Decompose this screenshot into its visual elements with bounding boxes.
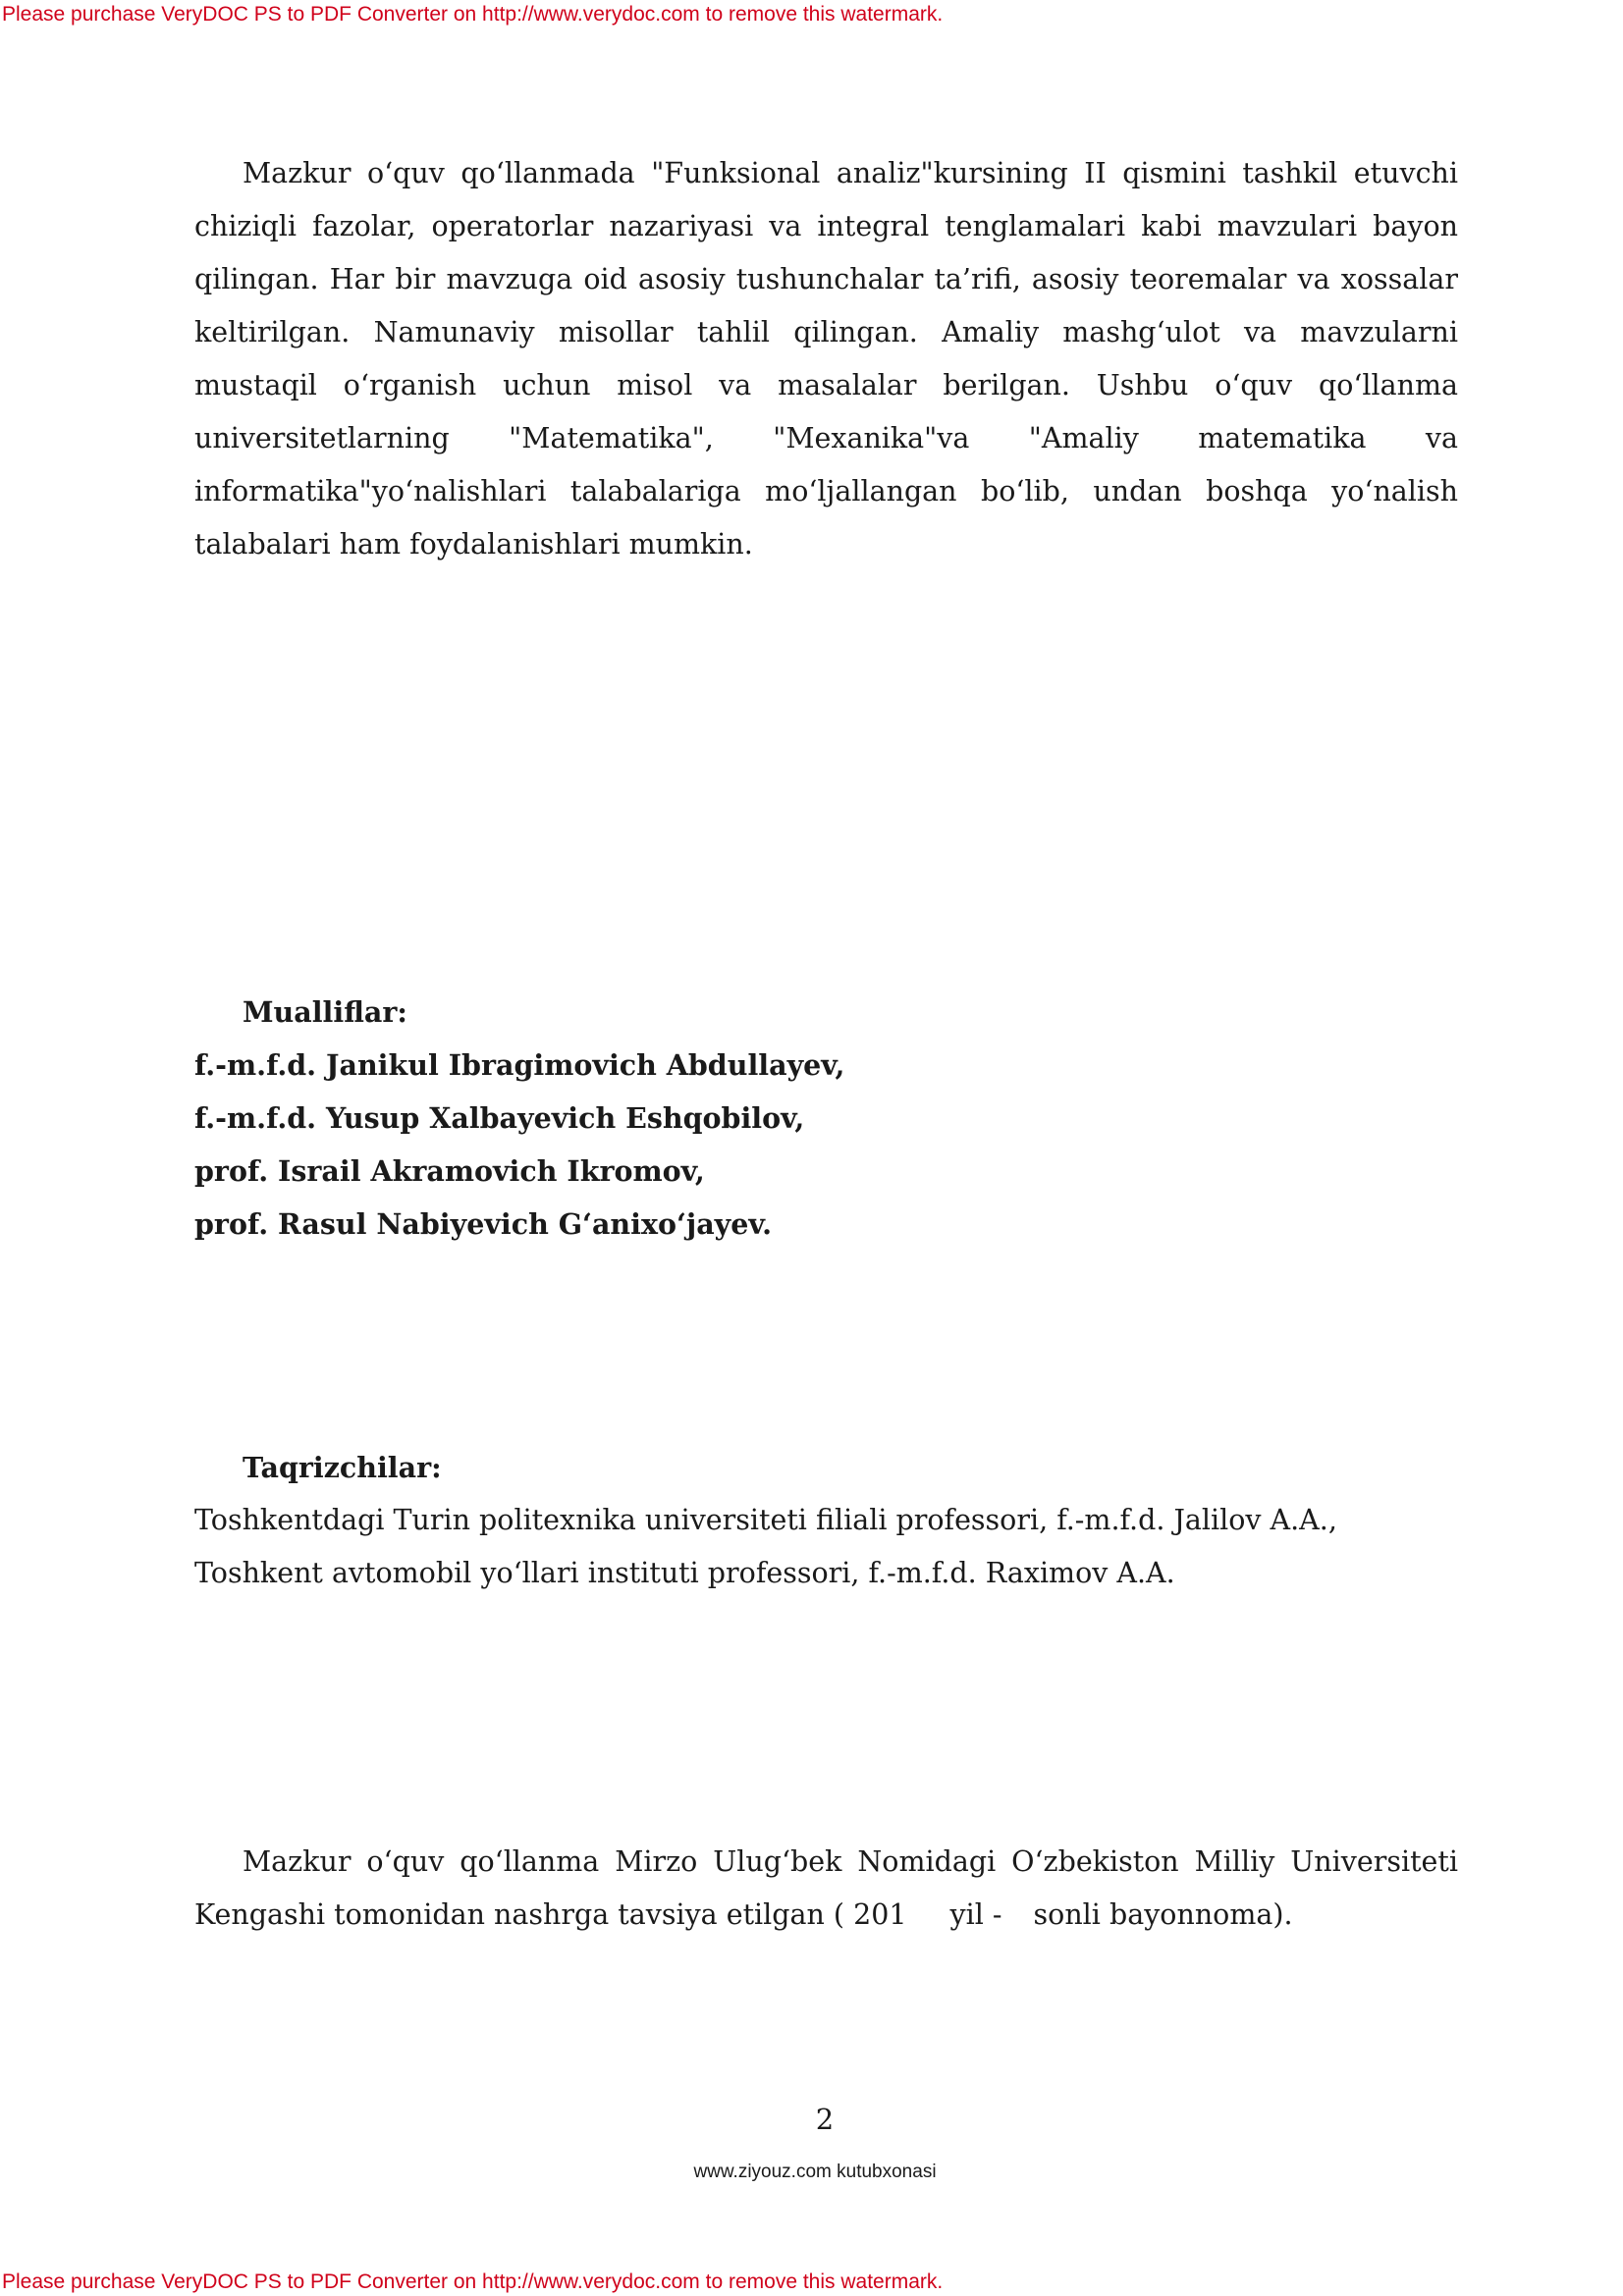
page-number: 2	[815, 2103, 835, 2136]
approval-text-part3: sonli bayonnoma).	[1033, 1898, 1293, 1931]
author-item: f.-m.f.d. Yusup Xalbayevich Eshqobilov,	[194, 1101, 805, 1135]
authors-heading: Mualliflar:	[243, 995, 407, 1029]
reviewer-item: Toshkent avtomobil yo‘llari instituti professori, f.-m.f.d. Raximov A.A.	[194, 1557, 1175, 1589]
authors-list	[194, 1039, 844, 1251]
approval-text-part2: yil -	[949, 1898, 1002, 1931]
approval-paragraph	[194, 1836, 1458, 1942]
watermark-top: Please purchase VeryDOC PS to PDF Converter on http://www.verydoc.com to remove this watermark.	[2, 3, 944, 26]
approval-text-part1: Mazkur o‘quv qo‘llanma Mirzo Ulug‘bek Nomidagi O‘zbekiston Milliy Universiteti Kengashi tomonidan nashrga tavsiya etilgan ( 201	[194, 1845, 1458, 1931]
reviewers-heading: Taqrizchilar:	[243, 1451, 442, 1484]
footer-note: www.ziyouz.com kutubxonasi	[693, 2162, 937, 2182]
author-item: f.-m.f.d. Janikul Ibragimovich Abdullayev,	[194, 1048, 845, 1082]
watermark-bottom: Please purchase VeryDOC PS to PDF Converter on http://www.verydoc.com to remove this watermark.	[2, 2270, 944, 2293]
abstract-paragraph: Mazkur o‘quv qo‘llanmada "Funksional analiz"kursining II qismini tashkil etuvchi chiziqli fazolar, operatorlar nazariyasi va integral tenglamalari kabi mavzulari bayon qilingan. Har bir mavzuga oid asosiy tushunchalar ta’rifi, asosiy teoremalar va xossalar keltirilgan. Namunaviy misollar tahlil qilingan. Amaliy mashg‘ulot va mavzularni mustaqil o‘rganish uchun misol va masalalar berilgan. Ushbu o‘quv qo‘llanma universitetlarning "Matematika", "Mexanika"va "Amaliy matematika va informatika"yo‘nalishlari talabalariga mo‘ljallangan bo‘lib, undan boshqa yo‘nalish talabalari ham foydalanishlari mumkin.	[194, 157, 1458, 561]
reviewer-item: Toshkentdagi Turin politexnika universiteti filiali professori, f.-m.f.d. Jalilov A.A.,	[194, 1504, 1337, 1536]
author-item: prof. Israil Akramovich Ikromov,	[194, 1154, 705, 1188]
author-item: prof. Rasul Nabiyevich G‘anixo‘jayev.	[194, 1207, 772, 1241]
reviewers-list	[194, 1494, 1337, 1600]
